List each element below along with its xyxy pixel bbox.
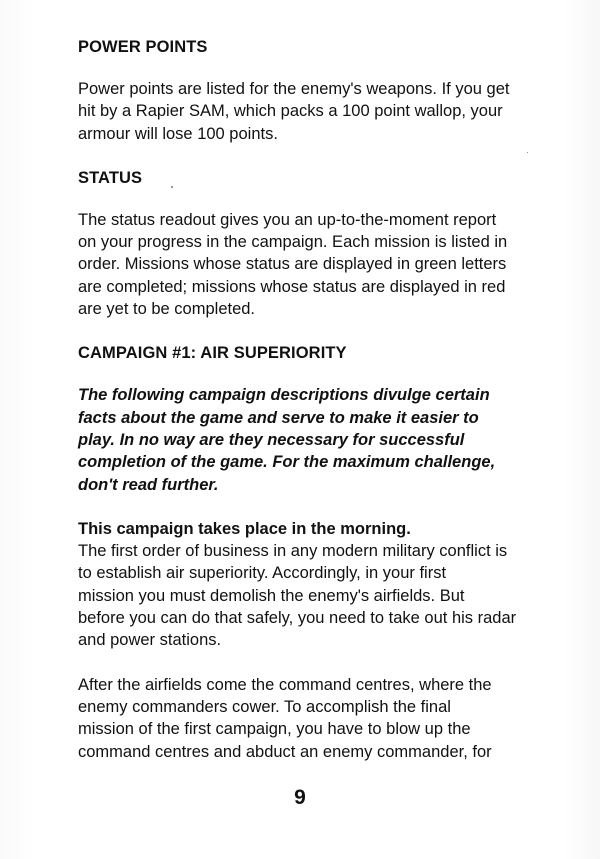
text-line: and power stations. [78, 631, 222, 650]
text-line: armour will lose 100 points. [78, 124, 278, 143]
campaign-paragraph-1 [78, 540, 551, 651]
text-line: The following campaign descriptions divulge certain [78, 386, 490, 405]
power-points-paragraph [78, 78, 551, 145]
text-line: hit by a Rapier SAM, which packs a 100 point wallop, your [78, 102, 503, 121]
text-line: The first order of business in any modern military conflict is [78, 542, 508, 561]
text-line: completion of the game. For the maximum challenge, [78, 453, 496, 472]
scan-speck [527, 152, 528, 153]
text-line: order. Missions whose status are displayed in green letters [78, 255, 507, 274]
text-line: don't read further. [78, 475, 219, 494]
page-number: 9 [294, 786, 306, 809]
scan-speck [171, 186, 173, 188]
status-paragraph [78, 209, 551, 320]
text-line: before you can do that safely, you need to take out his radar [78, 609, 517, 628]
text-line: command centres and abduct an enemy commander, for [78, 742, 492, 761]
text-line: are completed; missions whose status are displayed in red [78, 277, 506, 296]
text-line: to establish air superiority. Accordingly, in your first [78, 564, 447, 583]
text-line: on your progress in the campaign. Each mission is listed in [78, 233, 508, 252]
morning-subheading: This campaign takes place in the morning. [78, 519, 411, 538]
text-line: mission of the first campaign, you have to blow up the [78, 720, 471, 739]
text-line: The status readout gives you an up-to-the-moment report [78, 210, 497, 229]
status-heading: STATUS [78, 168, 143, 187]
power-points-heading: POWER POINTS [78, 38, 208, 56]
text-line: are yet to be completed. [78, 300, 256, 319]
page-content [78, 36, 551, 763]
text-line: After the airfields come the command centres, where the [78, 675, 492, 694]
text-line: mission you must demolish the enemy's airfields. But [78, 586, 465, 605]
campaign-paragraph-2 [78, 674, 551, 763]
text-line: Power points are listed for the enemy's weapons. If you get [78, 80, 510, 98]
text-line: facts about the game and serve to make it easier to [78, 408, 479, 427]
text-line: play. In no way are they necessary for successful [78, 430, 465, 449]
campaign-heading: CAMPAIGN #1: AIR SUPERIORITY [78, 344, 347, 363]
spoiler-warning-paragraph [78, 384, 551, 495]
text-line: enemy commanders cower. To accomplish the final [78, 697, 451, 716]
